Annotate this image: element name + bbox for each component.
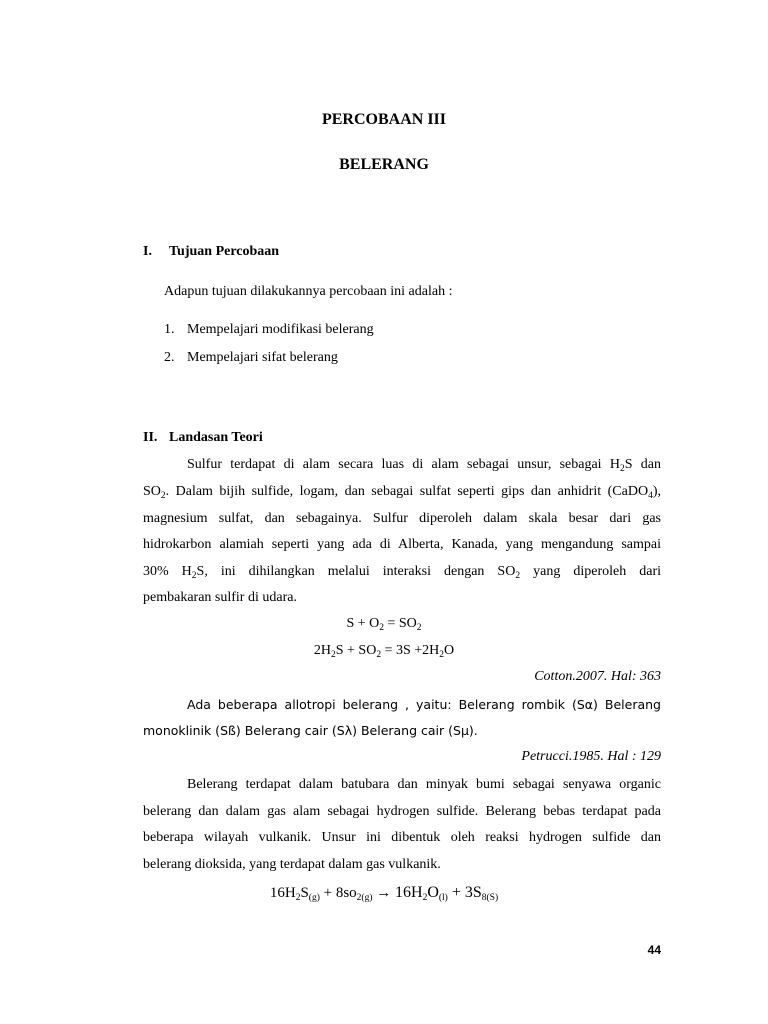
section-2-heading: Landasan Teori bbox=[169, 430, 263, 445]
list-item: Mempelajari modifikasi belerang bbox=[187, 322, 374, 337]
citation: Cotton.2007. Hal: 363 bbox=[534, 669, 661, 684]
paragraph-line: monoklinik (Sß) Belerang cair (Sλ) Belerang cair (Sμ). bbox=[143, 723, 478, 738]
list-item: Mempelajari sifat belerang bbox=[187, 350, 338, 365]
paragraph-line: hidrokarbon alamiah seperti yang ada di Alberta, Kanada, yang mengandung sampai bbox=[143, 537, 661, 552]
equation: $S + O_2 = SO_2$ bbox=[346, 616, 422, 633]
page-title: PERCOBAAN III bbox=[321, 111, 446, 128]
paragraph-line: belerang dioksida, yang terdapat dalam gas vulkanik. bbox=[143, 857, 441, 872]
citation: Petrucci.1985. Hal : 129 bbox=[521, 749, 661, 764]
equation: $2H_2S + SO_2 = 3S +2H_2O$ bbox=[313, 643, 455, 660]
paragraph-line: 30% $H_2S$, ini dihilangkan melalui interaksi dengan $SO_2$ yang diperoleh dari bbox=[143, 564, 661, 581]
paragraph-line: Belerang terdapat dalam batubara dan minyak bumi sebagai senyawa organic bbox=[187, 777, 661, 792]
paragraph-line: Sulfur terdapat di alam secara luas di alam sebagai unsur, sebagai $H_2S$ dan bbox=[187, 457, 661, 474]
equation: $16H_2S_{(g)} + 8so_{2(g)} \to 16H_2O_{(l)} + 3S_{8(S)}$ bbox=[269, 884, 499, 903]
list-item-number: 2. bbox=[164, 350, 175, 365]
section-2-number: II. bbox=[143, 430, 158, 445]
paragraph-line: $SO_2$. Dalam bijih sulfide, logam, dan sebagai sulfat seperti gips dan anhidrit (CaDO$_4$), bbox=[143, 484, 661, 501]
paragraph-line: Ada beberapa allotropi belerang , yaitu: Belerang rombik (Sα) Belerang bbox=[187, 697, 661, 712]
paragraph-line: magnesium sulfat, dan sebagainya. Sulfur diperoleh dalam skala besar dari gas bbox=[143, 511, 661, 526]
page-number: 44 bbox=[647, 943, 661, 957]
paragraph-line: pembakaran sulfir di udara. bbox=[143, 590, 297, 605]
paragraph-line: belerang dan dalam gas alam sebagai hydrogen sulfide. Belerang bebas terdapat pada bbox=[143, 804, 661, 819]
section-1-heading: Tujuan Percobaan bbox=[169, 244, 280, 259]
page-subtitle: BELERANG bbox=[339, 156, 429, 173]
section-1-number: I. bbox=[143, 244, 152, 259]
list-item-number: 1. bbox=[164, 322, 175, 337]
paragraph-line: beberapa wilayah vulkanik. Unsur ini dibentuk oleh reaksi hydrogen sulfide dan bbox=[143, 830, 661, 845]
section-1-intro: Adapun tujuan dilakukannya percobaan ini adalah : bbox=[164, 284, 453, 299]
